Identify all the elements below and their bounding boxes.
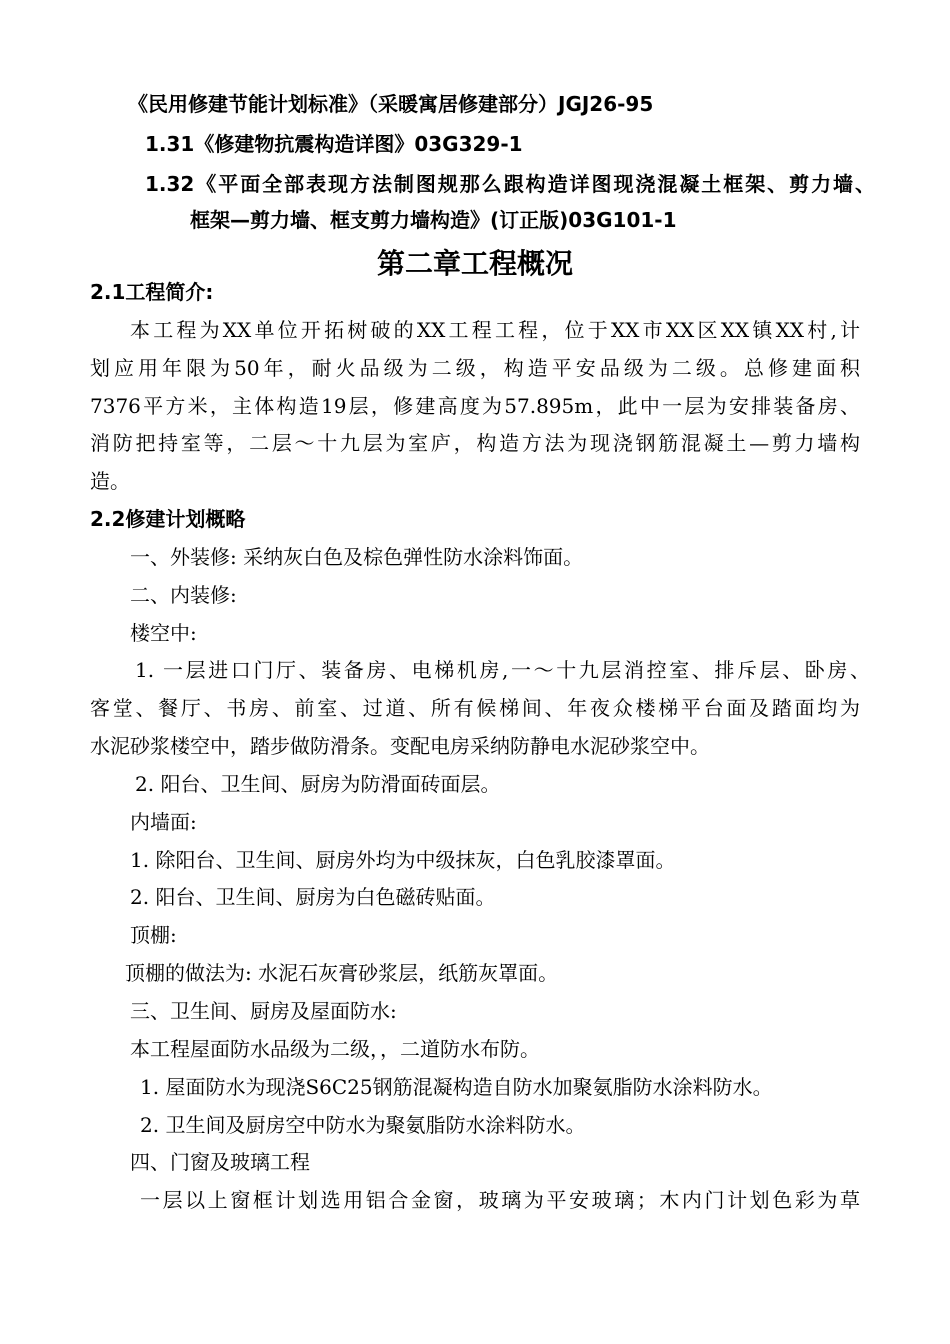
list-item: 四、门窗及玻璃工程	[130, 1150, 310, 1174]
paragraph-line: 划应用年限为50年，耐火品级为二级，构造平安品级为二级。总修建面积	[90, 356, 860, 380]
ref-line-3a: 1.32《平面全部表现方法制图规那么跟构造详图现浇混凝土框架、剪力墙、	[145, 172, 875, 196]
list-item: 顶棚:	[130, 923, 177, 947]
section-2-2-heading: 2.2修建计划概略	[90, 507, 246, 531]
list-item: 1. 屋面防水为现浇S6C25钢筋混凝构造自防水加聚氨脂防水涂料防水。	[140, 1075, 773, 1099]
list-item: 三、卫生间、厨房及屋面防水:	[130, 999, 397, 1023]
list-item: 2. 卫生间及厨房空中防水为聚氨脂防水涂料防水。	[140, 1113, 586, 1137]
paragraph-line: 造。	[90, 469, 130, 493]
list-item: 内墙面:	[130, 810, 197, 834]
ref-line-3b: 框架—剪力墙、框支剪力墙构造》(订正版)03G101-1	[190, 208, 677, 232]
ref-line-2: 1.31《修建物抗震构造详图》03G329-1	[145, 132, 523, 156]
chapter-title: 第二章工程概况	[376, 247, 573, 280]
list-item: 2. 阳台、卫生间、厨房为防滑面砖面层。	[135, 772, 501, 796]
list-item: 本工程屋面防水品级为二级，，二道防水布防。	[130, 1037, 540, 1061]
list-item: 一层以上窗框计划选用铝合金窗，玻璃为平安玻璃；木内门计划色彩为草	[140, 1188, 860, 1212]
list-item: 2. 阳台、卫生间、厨房为白色磁砖贴面。	[130, 885, 496, 909]
list-item: 楼空中:	[130, 621, 197, 645]
list-item: 顶棚的做法为: 水泥石灰膏砂浆层，纸筋灰罩面。	[125, 961, 559, 985]
list-item: 1. 一层进口门厅、装备房、电梯机房,一～十九层消控室、排斥层、卧房、	[135, 658, 870, 682]
section-2-1-heading: 2.1工程简介:	[90, 280, 214, 304]
list-item: 水泥砂浆楼空中，踏步做防滑条。变配电房采纳防静电水泥砂浆空中。	[90, 734, 710, 758]
list-item: 1. 除阳台、卫生间、厨房外均为中级抹灰，白色乳胶漆罩面。	[130, 848, 676, 872]
list-item: 一、外装修: 采纳灰白色及棕色弹性防水涂料饰面。	[130, 545, 584, 569]
paragraph-line: 本工程为XX单位开拓树破的XX工程工程，位于XX市XX区XX镇XX村,计	[130, 318, 860, 342]
paragraph-line: 7376平方米，主体构造19层，修建高度为57.895m，此中一层为安排装备房、	[90, 394, 860, 418]
list-item: 客堂、餐厅、书房、前室、过道、所有候梯间、年夜众楼梯平台面及踏面均为	[90, 696, 860, 720]
ref-line-1: 《民用修建节能计划标准》（采暖寓居修建部分）JGJ26-95	[128, 92, 654, 116]
paragraph-line: 消防把持室等，二层～十九层为室庐，构造方法为现浇钢筋混凝土—剪力墙构	[90, 431, 860, 455]
list-item: 二、内装修:	[130, 583, 237, 607]
